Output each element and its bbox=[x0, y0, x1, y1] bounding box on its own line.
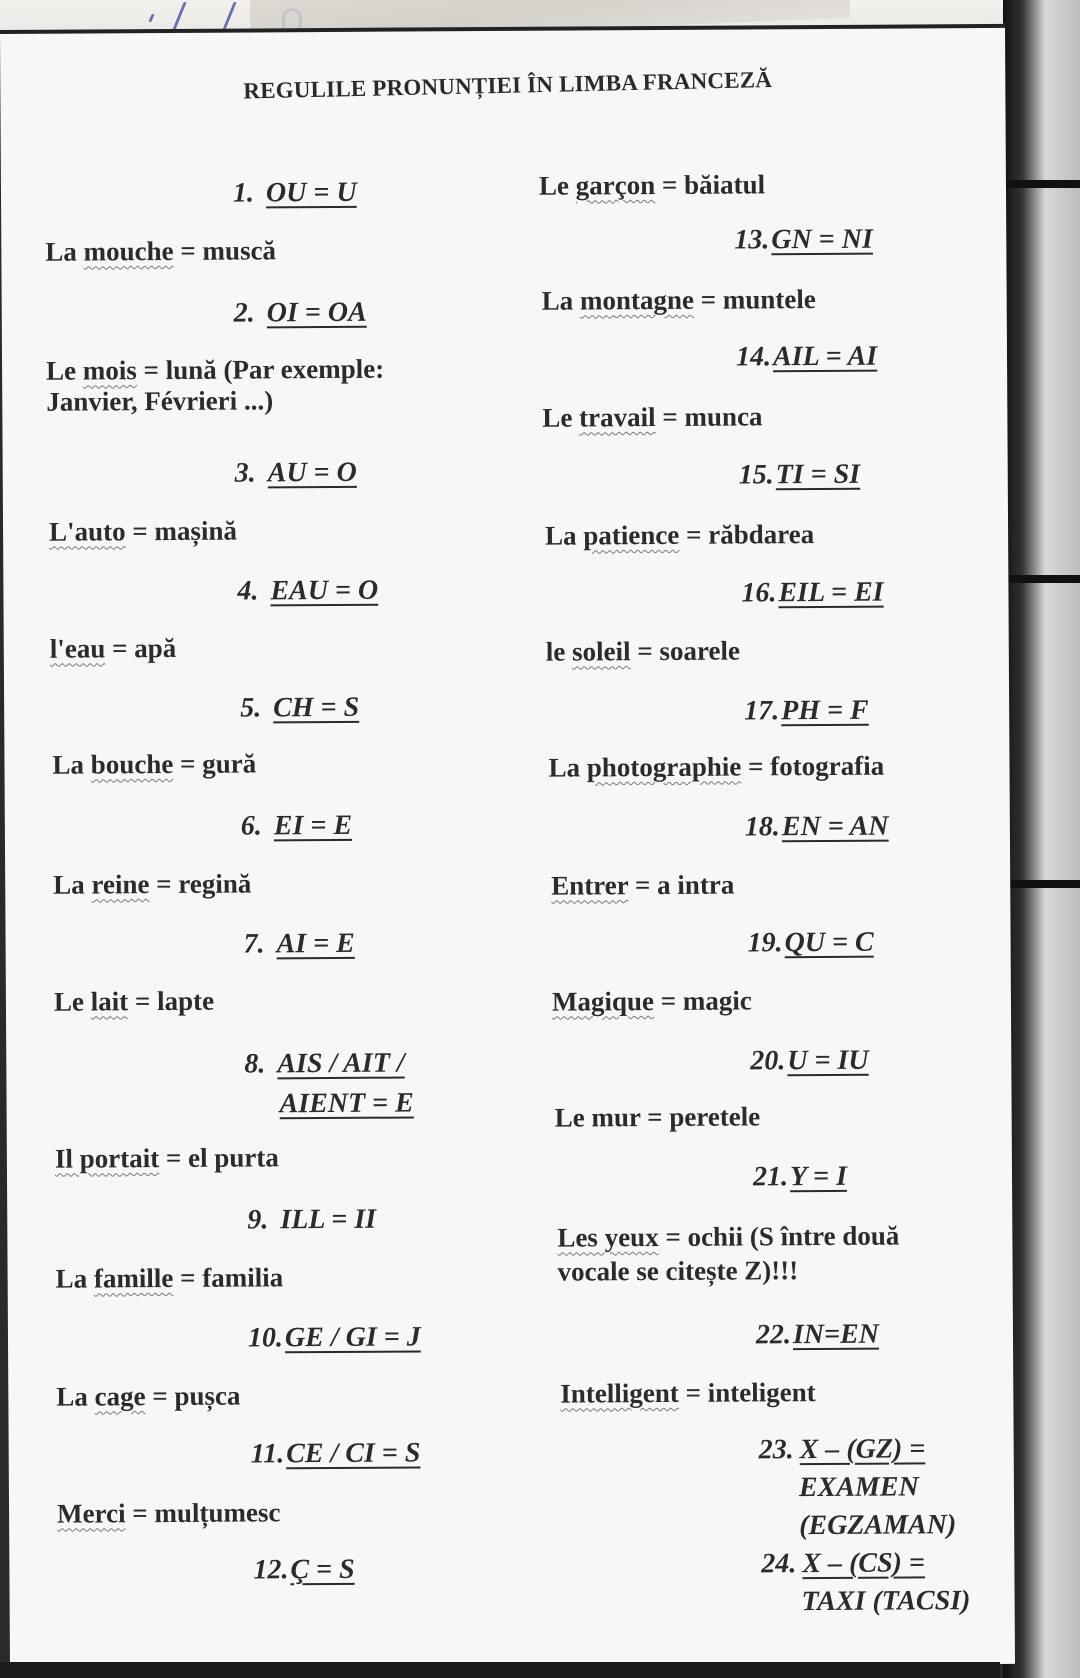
example-2: Le mois = lună (Par exemple: Janvier, Févrieri ...) bbox=[45, 353, 385, 417]
example-3: L'auto = mașină bbox=[48, 515, 238, 547]
example-20: Le mur = peretele bbox=[554, 1101, 761, 1133]
rule-4: 4. EAU = O bbox=[237, 574, 379, 607]
rule-21: 21.Y = I bbox=[752, 1160, 848, 1193]
example-9: La famille = familia bbox=[55, 1262, 284, 1294]
rule-7: 7. AI = E bbox=[243, 927, 355, 960]
rule-1: 1. OU = U bbox=[232, 176, 357, 209]
rule-17: 17.PH = F bbox=[744, 694, 869, 727]
example-5: La bouche = gură bbox=[52, 748, 257, 780]
example-18: Entrer = a intra bbox=[551, 869, 735, 901]
example-6: La reine = regină bbox=[53, 868, 252, 900]
example-15: La patience = răbdarea bbox=[545, 519, 815, 551]
rule-12: 12.Ç = S bbox=[253, 1553, 355, 1586]
document-page bbox=[0, 24, 1015, 1670]
example-1: La mouche = muscă bbox=[45, 235, 277, 267]
example-11: Merci = mulțumesc bbox=[56, 1497, 281, 1529]
rule-14: 14.AIL = AI bbox=[735, 340, 878, 373]
example-garcon: Le garçon = băiatul bbox=[538, 169, 766, 201]
pen-mark bbox=[172, 2, 186, 30]
page-edge-shadow bbox=[1003, 0, 1080, 1678]
rule-15: 15.TI = SI bbox=[738, 458, 861, 491]
example-22: Intelligent = inteligent bbox=[560, 1377, 816, 1409]
rule-23: 23. X – (GZ) = EXAMEN (EGZAMAN) bbox=[758, 1433, 957, 1542]
rule-19: 19.QU = C bbox=[747, 926, 874, 959]
example-13: La montagne = muntele bbox=[541, 284, 816, 316]
french-word: mouche bbox=[83, 235, 174, 267]
rule-10: 10.GE / GI = J bbox=[247, 1321, 421, 1354]
example-14: Le travail = munca bbox=[542, 401, 763, 433]
rule-6: 6. EI = E bbox=[240, 809, 353, 842]
rule-9: 9. ILL = II bbox=[247, 1203, 377, 1236]
rule-3: 3. AU = O bbox=[234, 456, 357, 489]
example-16: le soleil = soarele bbox=[545, 635, 741, 667]
example-10: La cage = pușca bbox=[56, 1380, 241, 1412]
example-17: La photographie = fotografia bbox=[548, 750, 885, 783]
rule-5: 5. CH = S bbox=[240, 691, 360, 724]
example-19: Magique = magic bbox=[551, 985, 752, 1017]
rule-2: 2. OI = OA bbox=[233, 296, 367, 329]
rule-13: 13.GN = NI bbox=[734, 223, 873, 256]
example-4: l'eau = apă bbox=[49, 632, 177, 664]
example-7: Le lait = lapte bbox=[53, 985, 215, 1017]
rule-11: 11.CE / CI = S bbox=[250, 1437, 421, 1470]
rule-8: 8. AIS / AIT / AIENT = E bbox=[244, 1047, 414, 1120]
rule-16: 16.EIL = EI bbox=[741, 576, 884, 609]
example-21: Les yeux = ochii (S între două vocale se citește Z)!!! bbox=[557, 1220, 900, 1287]
rule-24: 24. X – (CS) = TAXI (TACSI) bbox=[761, 1547, 971, 1618]
rule-20: 20.U = IU bbox=[750, 1044, 869, 1077]
rule-18: 18.EN = AN bbox=[744, 810, 889, 843]
document-title: REGULILE PRONUNȚIEI ÎN LIMBA FRANCEZĂ bbox=[243, 66, 773, 104]
pen-mark bbox=[222, 2, 236, 30]
pen-mark bbox=[148, 14, 154, 22]
rule-22: 22.IN=EN bbox=[755, 1318, 880, 1351]
example-8: Il portait = el purta bbox=[54, 1142, 279, 1174]
page-bottom-edge bbox=[0, 1662, 1000, 1678]
